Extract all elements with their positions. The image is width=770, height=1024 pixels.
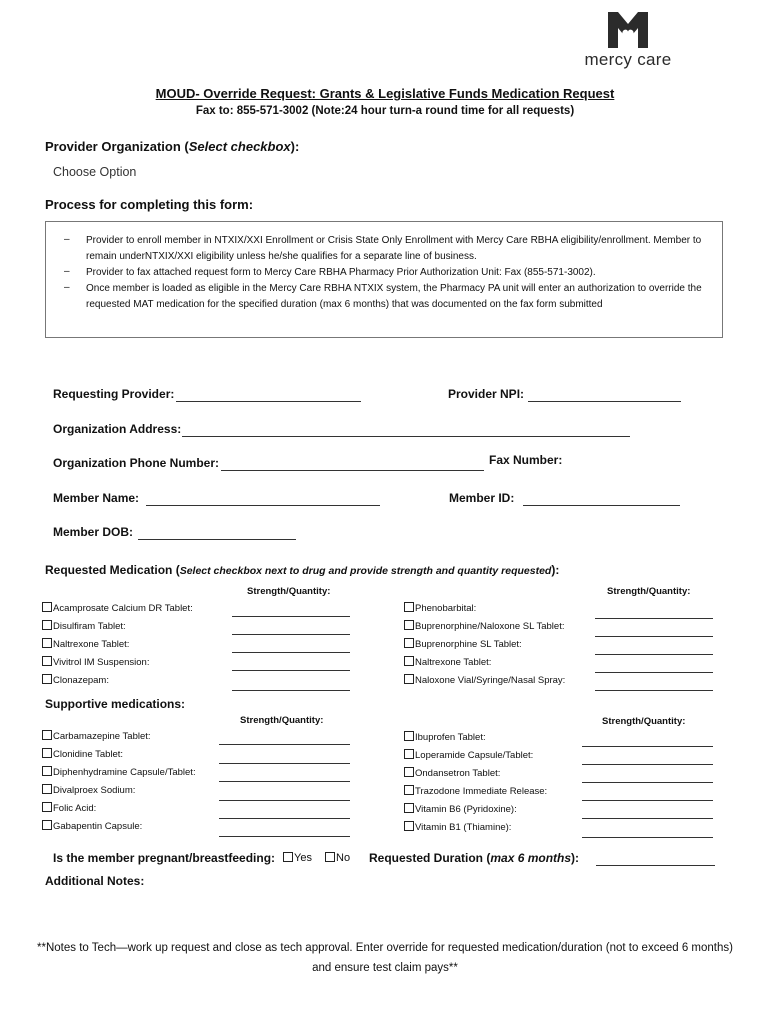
med-checkbox-clonidine[interactable]: Clonidine Tablet: <box>42 748 123 760</box>
strength-quantity-header: Strength/Quantity: <box>602 716 686 727</box>
strength-input[interactable] <box>219 744 350 745</box>
strength-input[interactable] <box>595 672 713 673</box>
med-checkbox-buprenorphine[interactable]: Buprenorphine SL Tablet: <box>404 638 522 650</box>
med-checkbox-vivitrol[interactable]: Vivitrol IM Suspension: <box>42 656 149 668</box>
provider-org-label: Provider Organization (Select checkbox): <box>45 139 300 154</box>
org-phone-label: Organization Phone Number: <box>53 456 220 470</box>
med-checkbox-bup-naloxone[interactable]: Buprenorphine/Naloxone SL Tablet: <box>404 620 564 632</box>
strength-input[interactable] <box>595 636 713 637</box>
requesting-provider-label: Requesting Provider: <box>53 387 175 401</box>
step-bullet: – <box>64 234 70 245</box>
med-checkbox-naloxone[interactable]: Naloxone Vial/Syringe/Nasal Spray: <box>404 674 565 686</box>
med-checkbox-naltrexone[interactable]: Naltrexone Tablet: <box>42 638 129 650</box>
med-checkbox-naltrexone-2[interactable]: Naltrexone Tablet: <box>404 656 491 668</box>
strength-input[interactable] <box>582 764 713 765</box>
requesting-provider-input[interactable] <box>176 401 361 402</box>
med-checkbox-carbamazepine[interactable]: Carbamazepine Tablet: <box>42 730 151 742</box>
member-dob-input[interactable] <box>138 539 296 540</box>
requested-medication-heading: Requested Medication (Select checkbox next to drug and provide strength and quantity requested): <box>45 563 560 577</box>
process-heading: Process for completing this form: <box>45 197 254 212</box>
logo-wordmark: mercy care <box>584 50 672 69</box>
mercy-care-logo <box>578 10 678 70</box>
requested-duration-input[interactable] <box>596 865 715 866</box>
pregnancy-question: Is the member pregnant/breastfeeding: <box>53 851 276 865</box>
strength-quantity-header: Strength/Quantity: <box>607 586 691 597</box>
provider-org-select[interactable]: Choose Option <box>53 165 137 179</box>
tech-notes: **Notes to Tech—work up request and close as tech approval. Enter override for requested medication/duration (not to exceed 6 months) and ensure test claim pays** <box>37 942 733 974</box>
provider-npi-label: Provider NPI: <box>448 387 525 401</box>
process-box <box>45 221 723 338</box>
med-checkbox-phenobarbital[interactable]: Phenobarbital: <box>404 602 476 614</box>
member-dob-label: Member DOB: <box>53 525 134 539</box>
member-id-input[interactable] <box>523 505 680 506</box>
process-step-2: Provider to fax attached request form to Mercy Care RBHA Pharmacy Prior Authorization Unit: Fax (855-571-3002). <box>86 267 596 278</box>
med-checkbox-disulfiram[interactable]: Disulfiram Tablet: <box>42 620 126 632</box>
med-checkbox-loperamide[interactable]: Loperamide Capsule/Tablet: <box>404 749 533 761</box>
org-phone-input[interactable] <box>221 470 484 471</box>
member-name-label: Member Name: <box>53 491 140 505</box>
med-checkbox-vitamin-b1[interactable]: Vitamin B1 (Thiamine): <box>404 821 511 833</box>
supportive-medications-heading: Supportive medications: <box>45 697 186 711</box>
med-checkbox-trazodone[interactable]: Trazodone Immediate Release: <box>404 785 547 797</box>
strength-input[interactable] <box>595 690 713 691</box>
step-bullet: – <box>64 282 70 293</box>
strength-input[interactable] <box>219 781 350 782</box>
strength-input[interactable] <box>232 670 350 671</box>
org-address-input[interactable] <box>182 436 630 437</box>
member-id-label: Member ID: <box>449 491 515 505</box>
org-address-label: Organization Address: <box>53 422 182 436</box>
process-step-1: Provider to enroll member in NTXIX/XXI Enrollment or Crisis State Only Enrollment with Mercy Care RBHA eligibility/enrollment. Member to remain underNTXIX/XXI eligibility unless he/she qualifies for a separate line of business. <box>86 235 702 262</box>
strength-input[interactable] <box>582 800 713 801</box>
med-checkbox-diphenhydramine[interactable]: Diphenhydramine Capsule/Tablet: <box>42 766 196 778</box>
strength-input[interactable] <box>595 654 713 655</box>
med-checkbox-ondansetron[interactable]: Ondansetron Tablet: <box>404 767 500 779</box>
step-bullet: – <box>64 266 70 277</box>
requested-duration-label: Requested Duration (max 6 months): <box>369 851 580 865</box>
strength-quantity-header: Strength/Quantity: <box>240 715 324 726</box>
strength-input[interactable] <box>582 782 713 783</box>
med-checkbox-folic-acid[interactable]: Folic Acid: <box>42 802 96 814</box>
strength-input[interactable] <box>232 634 350 635</box>
med-checkbox-ibuprofen[interactable]: Ibuprofen Tablet: <box>404 731 486 743</box>
strength-input[interactable] <box>232 652 350 653</box>
additional-notes-label: Additional Notes: <box>45 874 145 888</box>
med-checkbox-clonazepam[interactable]: Clonazepam: <box>42 674 109 686</box>
process-step-3: Once member is loaded as eligible in the Mercy Care RBHA NTXIX system, the Pharmacy PA unit will enter an authorization to override the requested MAT medication for the specified duration (max 6 months) that was documented on the fax form submitted <box>86 283 702 310</box>
strength-input[interactable] <box>219 800 350 801</box>
provider-npi-input[interactable] <box>528 401 681 402</box>
strength-input[interactable] <box>232 690 350 691</box>
strength-input[interactable] <box>219 836 350 837</box>
med-checkbox-acamprosate[interactable]: Acamprosate Calcium DR Tablet: <box>42 602 193 614</box>
strength-input[interactable] <box>219 818 350 819</box>
mercy-care-m-heart-icon <box>608 12 648 48</box>
member-name-input[interactable] <box>146 505 380 506</box>
fax-instructions: Fax to: 855-571-3002 (Note:24 hour turn-a round time for all requests) <box>195 105 575 117</box>
fax-number-label: Fax Number: <box>489 453 563 467</box>
strength-input[interactable] <box>232 616 350 617</box>
strength-input[interactable] <box>219 763 350 764</box>
strength-quantity-header: Strength/Quantity: <box>247 586 331 597</box>
strength-input[interactable] <box>582 837 713 838</box>
med-checkbox-divalproex[interactable]: Divalproex Sodium: <box>42 784 135 796</box>
page-title: MOUD- Override Request: Grants & Legislative Funds Medication Request <box>155 86 615 101</box>
med-checkbox-vitamin-b6[interactable]: Vitamin B6 (Pyridoxine): <box>404 803 517 815</box>
pregnancy-yes-checkbox[interactable]: Yes <box>283 852 312 864</box>
pregnancy-no-checkbox[interactable]: No <box>325 852 350 864</box>
strength-input[interactable] <box>595 618 713 619</box>
strength-input[interactable] <box>582 746 713 747</box>
strength-input[interactable] <box>582 818 713 819</box>
med-checkbox-gabapentin[interactable]: Gabapentin Capsule: <box>42 820 142 832</box>
